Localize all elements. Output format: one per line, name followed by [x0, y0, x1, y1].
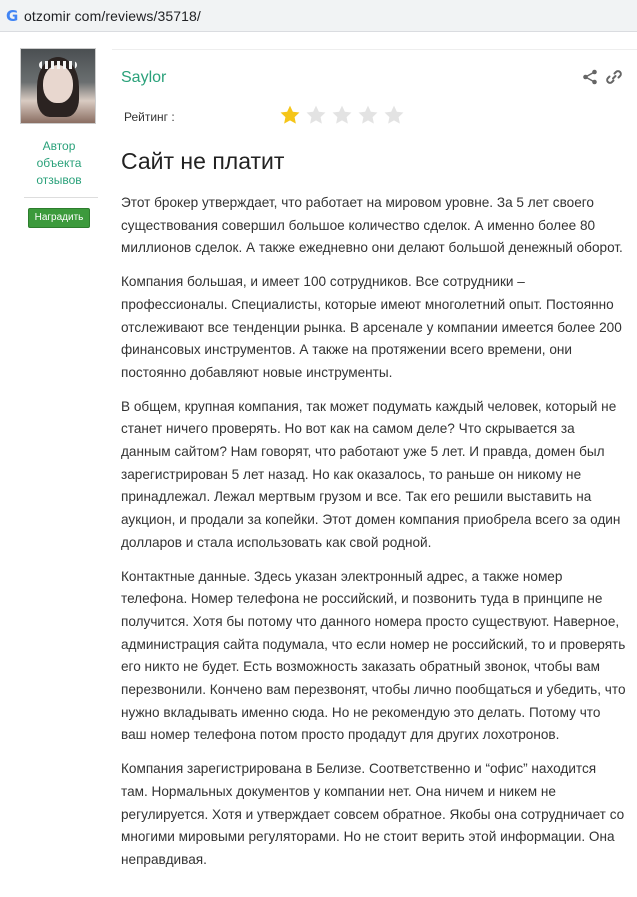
- author-role-line: объекта: [36, 156, 82, 170]
- star-icon[interactable]: [279, 104, 301, 126]
- author-role: [20, 138, 98, 189]
- star-icon[interactable]: [331, 104, 353, 126]
- star-icon[interactable]: [383, 104, 405, 126]
- divider: [112, 49, 637, 50]
- avatar-flower-crown: [39, 61, 77, 69]
- star-icon[interactable]: [305, 104, 327, 126]
- avatar[interactable]: [20, 48, 96, 124]
- share-icon[interactable]: [582, 69, 598, 85]
- google-icon: G: [6, 7, 19, 25]
- star-icon[interactable]: [357, 104, 379, 126]
- author-sidebar: [20, 48, 98, 228]
- rating-stars: [279, 104, 405, 126]
- author-role-line: отзывов: [36, 173, 82, 187]
- award-button[interactable]: Наградить: [28, 208, 90, 228]
- link-icon[interactable]: [606, 69, 622, 85]
- review-paragraph: Контактные данные. Здесь указан электронный адрес, а также номер телефона. Номер телефона не российский, и позвонить туда в принципе не получится. Хотя бы потому что данного номера просто существуют. Наверное, администрация сайта подумала, что если номер не российский, то и проверять его никто не будет. Есть возможность заказать обратный звонок, чтобы вам перезвонили. Кончено вам перезвонят, чтобы лично пообщаться и убедить, что нужно вкладывать именно сюда. Но не рекомендую это делать. Потому что ваш номер телефона потом просто продадут для других лохотронов.: [121, 568, 626, 743]
- divider: [24, 197, 98, 198]
- url-text[interactable]: otzomir com/reviews/35718/: [24, 8, 201, 24]
- review-paragraph: В общем, крупная компания, так может подумать каждый человек, который не станет ничего проверять. Но вот как на самом деле? Что скрывается за данным сайтом? Нам говорят, что работают уже 5 лет. И правда, домен был зарегистрирован 5 лет назад. Но как оказалось, то раньше он никому не принадлежал. Лежал мертвым грузом и все. Так его решили выставить на аукцион, и продали за копейки. Этот домен компания приобрела всего за один долларов и стала использовать как свой родной.: [121, 398, 621, 550]
- review-paragraph: Компания большая, и имеет 100 сотрудников. Все сотрудники – профессионалы. Специалисты, которые имеют многолетний опыт. Постоянно отслеживают все тенденции рынка. В арсенале у компании имеется более 200 финансовых инструментов. А также на протяжении всего времени, они постоянно добавляют новые инструменты.: [121, 274, 622, 380]
- review-paragraph: Этот брокер утверждает, что работает на мировом уровне. За 5 лет своего существования совершил большое количество сделок. А именно более 80 миллионов сделок. А также ежедневно они делают большой денежный оборот.: [121, 195, 623, 256]
- avatar-face: [43, 65, 73, 103]
- author-name[interactable]: Saylor: [121, 69, 167, 86]
- review-body: [121, 192, 626, 883]
- browser-address-bar[interactable]: [0, 0, 637, 32]
- author-role-line: Автор: [42, 139, 76, 153]
- rating-label: Рейтинг :: [124, 110, 175, 124]
- review-paragraph: Компания зарегистрирована в Белизе. Соответственно и “офис” находится там. Нормальных документов у компании нет. Она ничем и никем не регулируется. Хотя и утверждает совсем обратное. Якобы она сотрудничает со многими мировыми регуляторами. Но не стоит верить этой информации. Она неправдивая.: [121, 761, 625, 867]
- review-title: Сайт не платит: [121, 148, 285, 174]
